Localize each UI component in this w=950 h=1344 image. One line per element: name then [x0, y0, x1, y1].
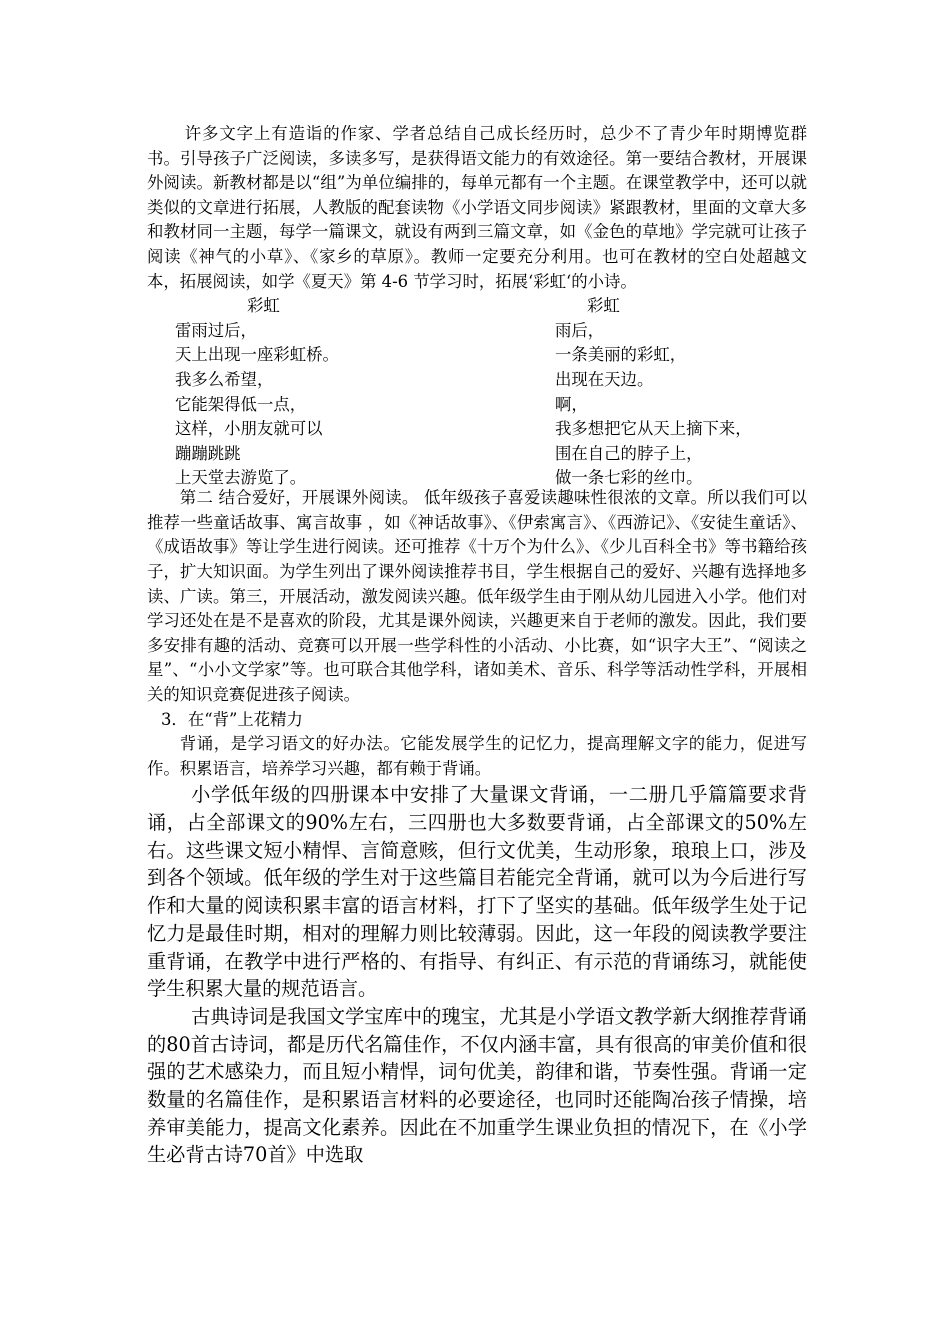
poem-right-line: 我多想把它从天上摘下来， — [555, 419, 752, 439]
poem-right-line: 一条美丽的彩虹， — [555, 345, 687, 365]
poem-right-title: 彩虹 — [587, 296, 620, 316]
poem-left-line: 蹦蹦跳跳 — [175, 443, 241, 463]
poem-left-line: 我多么希望， — [175, 369, 274, 389]
poem-right-line: 围在自己的脖子上， — [555, 443, 703, 463]
paragraph-classical-poetry: 古典诗词是我国文学宝库中的瑰宝，尤其是小学语文教学新大纲推荐背诵的80首古诗词，都是历代名篇佳作，不仅内涵丰富，具有很高的审美价值和很强的艺术感染力，而且短小精悍，词句优美，韵律和谐，节奏性强。背诵一定数量的名篇佳作，是积累语言材料的必要途径，也同时还能陶冶孩子情操，培养审美能力，提高文化素养。因此在不加重学生课业负担的情况下，在《小学生必背古诗70首》中选取 — [147, 1004, 807, 1167]
poem-left-line: 这样，小朋友就可以 — [175, 419, 323, 439]
poem-right-line: 出现在天边。 — [555, 369, 654, 389]
poem-left-line: 上天堂去游览了。 — [175, 468, 307, 488]
paragraph-recitation-intro: 背诵，是学习语文的好办法。它能发展学生的记忆力，提高理解文字的能力，促进写作。积累语言，培养学习兴趣，都有赖于背诵。 — [147, 734, 807, 778]
poem-right-line: 雨后， — [555, 320, 605, 340]
poem-right-line: 做一条七彩的丝巾。 — [555, 468, 703, 488]
paragraph-recitation-textbook: 小学低年级的四册课本中安排了大量课文背诵，一二册几乎篇篇要求背诵，占全部课文的90%左右，三四册也大多数要背诵，占全部课文的50%左右。这些课文短小精悍、言简意赅，但行文优美，生动形象，琅琅上口，涉及到各个领域。低年级的学生对于这些篇目若能完全背诵，就可以为今后进行写作和大量的阅读积累丰富的语言材料，打下了坚实的基础。低年级学生处于记忆力是最佳时期，相对的理解力则比较薄弱。因此，这一年段的阅读教学要注重背诵，在教学中进行严格的、有指导、有纠正、有示范的背诵练习，就能使学生积累大量的规范语言。 — [147, 783, 807, 1001]
poem-left-title: 彩虹 — [247, 296, 280, 316]
poem-left — [175, 294, 339, 491]
poem-right-line: 啊， — [555, 394, 588, 414]
poem-section — [147, 294, 807, 486]
poem-left-line: 它能架得低一点， — [175, 394, 307, 414]
poem-right — [555, 294, 752, 491]
poem-left-line: 天上出现一座彩虹桥。 — [175, 345, 339, 365]
paragraph-extended-reading: 许多文字上有造诣的作家、学者总结自己成长经历时，总少不了青少年时期博览群书。引导孩子广泛阅读，多读多写，是获得语文能力的有效途径。第一要结合教材，开展课外阅读。新教材都是以“组”为单位编排的，每单元都有一个主题。在课堂教学中，还可以就类似的文章进行拓展，人教版的配套读物《小学语文同步阅读》紧跟教材，里面的文章大多和教材同一主题，每学一篇课文，就设有两到三篇文章，如《金色的草地》学完就可让孩子阅读《神气的小草》、《家乡的草原》。教师一定要充分利用。也可在教材的空白处超越文本，拓展阅读，如学《夏天》第 4-6 节学习时，拓展‘彩虹‘的小诗。 — [147, 124, 807, 291]
document-page — [147, 122, 807, 1169]
section-heading: 3．在“背”上花精力 — [161, 709, 303, 729]
poem-left-line: 雷雨过后， — [175, 320, 257, 340]
paragraph-interest-reading: 第二 结合爱好，开展课外阅读。 低年级孩子喜爱读趣味性很浓的文章。所以我们可以推荐一些童话故事、寓言故事 ，如《神话故事》、《伊索寓言》、《西游记》、《安徒生童话》、《成语故事》等让学生进行阅读。还可推荐《十万个为什么》、《少儿百科全书》等书籍给孩子，扩大知识面。为学生列出了课外阅读推荐书目，学生根据自己的爱好、兴趣有选择地多读、广读。第三，开展活动，激发阅读兴趣。低年级学生由于刚从幼儿园进入小学。他们对学习还处在是不是喜欢的阶段，尤其是课外阅读，兴趣更来自于老师的激发。因此，我们要多安排有趣的活动、竞赛可以开展一些学科性的小活动、小比赛，如“识字大王”、“阅读之星”、“小小文学家”等。也可联合其他学科，诸如美术、音乐、科学等活动性学科，开展相关的知识竞赛促进孩子阅读。 — [147, 488, 807, 704]
